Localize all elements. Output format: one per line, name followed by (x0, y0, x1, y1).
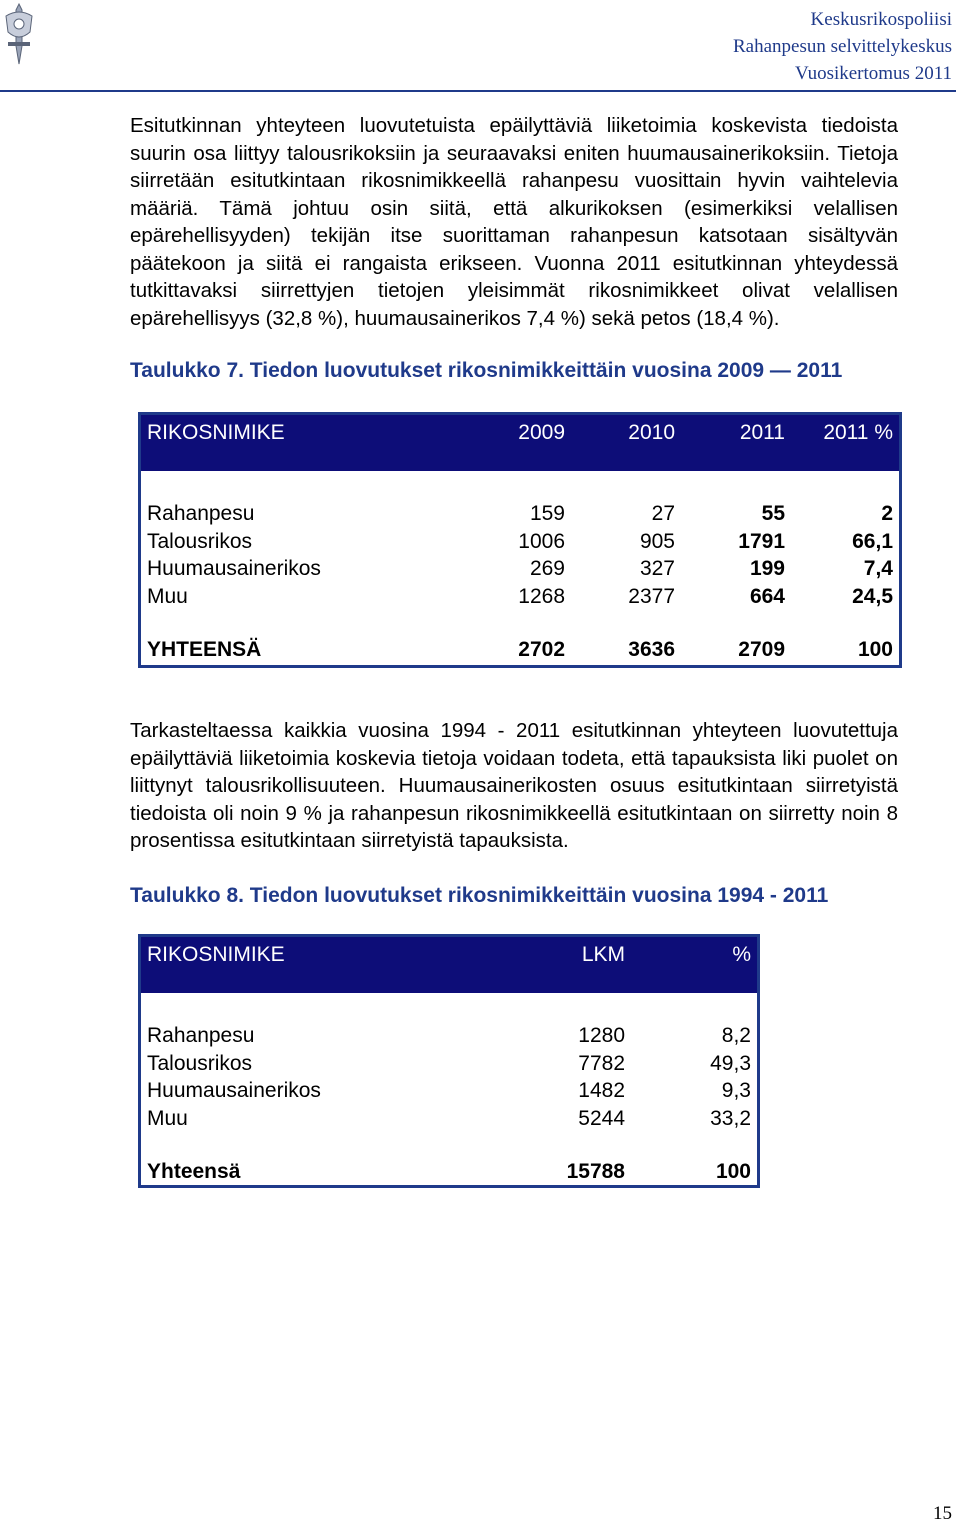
table-8-caption: Taulukko 8. Tiedon luovutukset rikosnimikkeittäin vuosina 1994 - 2011 (130, 884, 829, 907)
header-organization: Keskusrikospoliisi (810, 9, 952, 30)
body-paragraph-2: Tarkasteltaessa kaikkia vuosina 1994 - 2011 esitutkinnan yhteyteen luovutettuja epäilyttäviä liiketoimia koskevia tietoja voidaan todeta, että tapauksista liki puolet on liittynyt talousrikollisuuteen. Huumausainerikosten osuus esitutkintaan siirretyistä tiedoista oli noin 9 % ja rahanpesun rikosnimikkeellä esitutkintaan on siirretty noin 8 prosentissa esitutkintaan siirretyistä tapauksista. (130, 719, 898, 852)
table-cell: 100 (715, 1160, 751, 1183)
table-cell: 66,1 (852, 529, 893, 553)
header-divider (0, 90, 956, 92)
page-number: 15 (933, 1503, 952, 1524)
table-header-row (141, 415, 899, 471)
table-header-row (141, 937, 757, 993)
row-label: Muu (147, 1106, 188, 1130)
document-header (733, 6, 952, 87)
table-row (141, 583, 899, 611)
table-row (141, 1050, 757, 1078)
table-cell: 24,5 (852, 584, 893, 608)
table-total-row (141, 1158, 757, 1186)
table-cell: 159 (529, 502, 565, 525)
row-label: Huumausainerikos (147, 1079, 321, 1102)
column-header: 2009 (518, 421, 565, 444)
table-row (141, 1022, 757, 1050)
police-emblem-icon (2, 2, 36, 70)
table-cell: 33,2 (710, 1106, 751, 1130)
column-header: RIKOSNIMIKE (147, 421, 285, 444)
table-cell: 9,3 (721, 1079, 751, 1102)
table-cell: 3636 (628, 638, 675, 661)
table-total-row (141, 636, 899, 664)
table-cell: 1791 (738, 529, 785, 553)
table-cell: 2 (881, 502, 893, 525)
row-label: Rahanpesu (147, 1024, 255, 1047)
column-header: 2011 % (823, 421, 893, 444)
table-cell: 15788 (566, 1160, 625, 1183)
table-cell: 2377 (628, 584, 675, 608)
table-cell: 664 (749, 584, 785, 608)
table-cell: 2702 (518, 638, 565, 661)
column-header: % (732, 943, 751, 966)
row-label: Talousrikos (147, 529, 253, 553)
column-header: RIKOSNIMIKE (147, 943, 285, 966)
row-label: Huumausainerikos (147, 557, 321, 580)
column-header: LKM (581, 943, 625, 966)
body-paragraph-1: Esitutkinnan yhteyteen luovutetuista epäilyttäviä liiketoimia koskevista tiedoista suurin osa liittyy talousrikoksiin ja seuraavaksi eniten huumausainerikoksiin. Tietoja siirretään esitutkintaan rikosnimikkeellä rahanpesu vuosittain hyvin vaihtelevia määriä. Tämä johtuu osin siitä, että alkurikoksen (esimerkiksi velallisen epärehellisyyden) tekijän itse suorittaman rahanpesun katsotaan sisältyvän päätekoon ja siitä ei rangaista erikseen. Vuonna 2011 esitutkinnan yhteydessä tutkittavaksi siirrettyjen tietojen yleisimmät rikosnimikkeet olivat velallisen epärehellisyys (32,8 %), huumausainerikos 7,4 %) sekä petos (18,4 %). (130, 114, 898, 330)
row-label: Rahanpesu (147, 502, 255, 525)
table-cell: 269 (529, 557, 565, 580)
row-label: YHTEENSÄ (147, 638, 262, 661)
table-8 (138, 934, 760, 1188)
row-label: Muu (147, 584, 188, 608)
table-cell: 1268 (518, 584, 565, 608)
table-row (141, 1105, 757, 1133)
table-cell: 327 (639, 557, 675, 580)
table-cell: 100 (857, 638, 893, 661)
column-header: 2011 (739, 421, 785, 444)
table-cell: 5244 (578, 1106, 625, 1130)
table-7-caption: Taulukko 7. Tiedon luovutukset rikosnimikkeittäin vuosina 2009 — 2011 (130, 359, 843, 382)
table-cell: 55 (761, 502, 785, 525)
table-cell: 1482 (578, 1079, 625, 1102)
header-report-title: Vuosikertomus 2011 (794, 63, 952, 84)
table-cell: 199 (749, 557, 785, 580)
column-header: 2010 (628, 421, 675, 444)
table-cell: 1280 (578, 1024, 625, 1047)
table-row (141, 528, 899, 556)
table-cell: 7782 (578, 1051, 625, 1075)
table-row (141, 555, 899, 583)
table-cell: 7,4 (863, 557, 893, 580)
table-7 (138, 412, 902, 668)
table-cell: 905 (639, 529, 675, 553)
table-cell: 49,3 (710, 1051, 751, 1075)
table-cell: 1006 (518, 529, 565, 553)
table-cell: 2709 (738, 638, 785, 661)
header-unit: Rahanpesun selvittelykeskus (733, 36, 952, 57)
table-row (141, 500, 899, 528)
row-label: Yhteensä (147, 1160, 241, 1183)
row-label: Talousrikos (147, 1051, 253, 1075)
table-cell: 8,2 (721, 1024, 751, 1047)
table-cell: 27 (651, 502, 675, 525)
table-row (141, 1077, 757, 1105)
